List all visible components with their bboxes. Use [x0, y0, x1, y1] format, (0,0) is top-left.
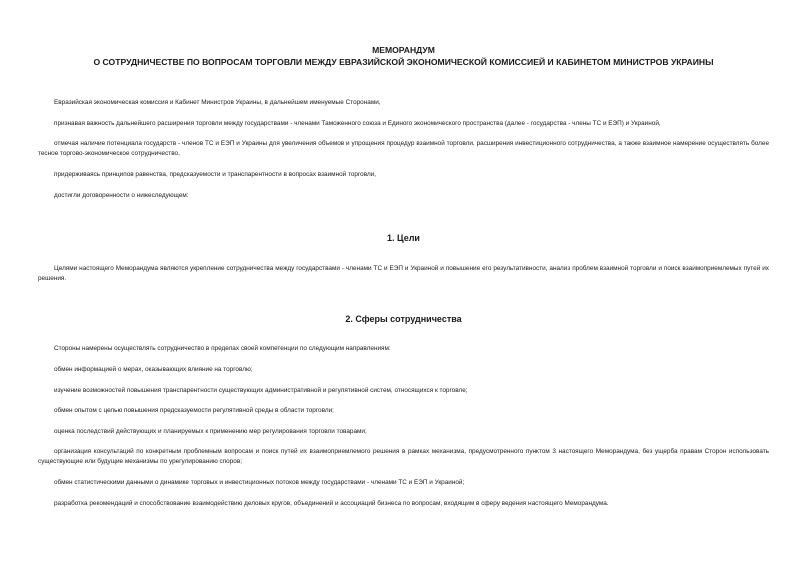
list-item: обмен информацией о мерах, оказывающих влияние на торговлю; [54, 366, 253, 373]
preamble-paragraph: достигли договоренности о нижеследующем: [54, 192, 189, 199]
section-heading: 2. Сферы сотрудничества [345, 314, 462, 324]
list-item: организация консультаций по конкретным проблемным вопросам и поиск путей их взаимоприемлемого решения в рамках механизма, предусмотренного пунктом 3 настоящего Меморандума, без ущерба правам Сторон использовать существующие или будущие механизмы по урегулированию споров; [38, 448, 769, 465]
list-item: обмен статистическими данными о динамике торговых и инвестиционных потоков между государствами - членами ТС и ЕЭП и Украиной; [54, 479, 465, 486]
preamble-paragraph: Евразийская экономическая комиссия и Кабинет Министров Украины, в дальнейшем именуемые Сторонами, [54, 99, 381, 106]
document-title: МЕМОРАНДУМ [372, 45, 435, 55]
preamble-paragraph: придерживаясь принципов равенства, предсказуемости и транспарентности в вопросах взаимной торговли, [54, 171, 377, 178]
section-paragraph: Целями настоящего Меморандума являются укрепление сотрудничества между государствами - членами ТС и ЕЭП и Украиной и повышение его результативности, анализ проблем взаимной торговли и поиск взаимоприемлемых путей их решения. [38, 265, 769, 282]
preamble-paragraph: признавая важность дальнейшего расширения торговли между государствами - членами Таможенного союза и Единого экономического пространства (далее - государства - члены ТС и ЕЭП) и Украиной, [54, 120, 661, 127]
preamble-paragraph: отмечая наличие потенциала государств - членов ТС и ЕЭП и Украины для увеличения объемов и упрощения процедур взаимной торговли, расширения инвестиционного сотрудничества, а также взаимное намерение осуществлять более тесное торгово-экономическое сотрудничество, [38, 140, 769, 157]
list-item: изучение возможностей повышения транспарентности существующих административной и регулятивной систем, относящихся к торговле; [54, 387, 468, 394]
list-item: обмен опытом с целью повышения предсказуемости регулятивной среды в области торговли; [54, 407, 334, 414]
section-heading: 1. Цели [387, 233, 420, 243]
list-item: оценка последствий действующих и планируемых к применению мер регулирования торговли товарами; [54, 428, 367, 435]
memorandum-page [38, 0, 769, 571]
document-subtitle: О СОТРУДНИЧЕСТВЕ ПО ВОПРОСАМ ТОРГОВЛИ МЕЖДУ ЕВРАЗИЙСКОЙ ЭКОНОМИЧЕСКОЙ КОМИССИЕЙ И КАБИНЕТОМ МИНИСТРОВ УКРАИНЫ [93, 57, 714, 67]
section-paragraph: Стороны намерены осуществлять сотрудничество в пределах своей компетенции по следующим направлениям: [54, 345, 391, 352]
list-item: разработка рекомендаций и способствование взаимодействию деловых кругов, объединений и ассоциаций бизнеса по вопросам, входящим в сферу ведения настоящего Меморандума. [54, 500, 609, 507]
